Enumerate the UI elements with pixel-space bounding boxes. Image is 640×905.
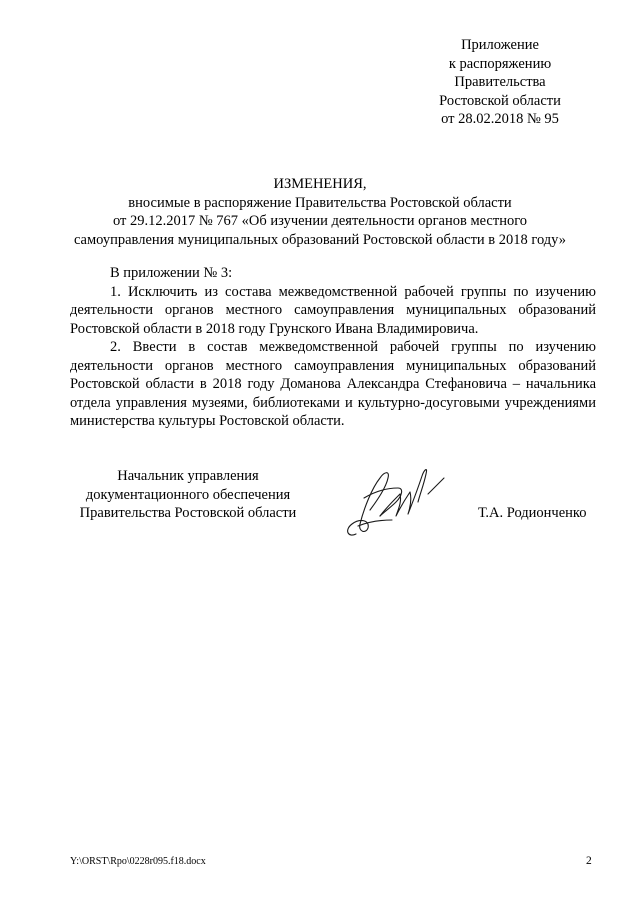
annex-header [418, 36, 582, 129]
signer-name: Т.А. Родионченко [478, 505, 587, 521]
position-line: Правительства Ростовской области [79, 505, 297, 521]
heading-line: от 29.12.2017 № 767 «Об изучении деятельности органов местного [112, 213, 528, 229]
document-body [70, 264, 596, 431]
body-item: 2. Ввести в состав межведомственной рабочей группы по изучению деятельности органов местного самоуправления муниципальных образований Ростовской области в 2018 году Доманова Александра Стефановича – начальника отдела управления музеями, библиотеками и культурно-досуговыми учреждениями министерства культуры Ростовской области. [70, 339, 596, 429]
position-line: документационного обеспечения [85, 486, 291, 503]
position-line: Начальник управления [117, 468, 259, 484]
annex-line: Приложение [461, 37, 539, 53]
annex-line: Ростовской области [439, 92, 561, 109]
body-item: 1. Исключить из состава межведомственной рабочей группы по изучению деятельности органов местного самоуправления муниципальных образований Ростовской области в 2018 году Грунского Ивана Владимировича. [70, 283, 596, 337]
annex-line: от 28.02.2018 № 95 [441, 111, 559, 127]
heading-line: самоуправления муниципальных образований Ростовской области в 2018 году» [73, 231, 567, 248]
document-heading [60, 175, 580, 249]
heading-line: вносимые в распоряжение Правительства Ростовской области [128, 194, 512, 211]
signatory-position [70, 467, 306, 523]
page-number: 2 [586, 855, 592, 867]
handwritten-signature [340, 458, 448, 542]
annex-line: к распоряжению [448, 55, 552, 72]
document-title: ИЗМЕНЕНИЯ, [273, 176, 367, 192]
annex-line: Правительства [454, 74, 546, 90]
body-intro: В приложении № 3: [110, 265, 233, 281]
footer-file-path: Y:\ORST\Rpo\0228r095.f18.docx [70, 856, 206, 867]
